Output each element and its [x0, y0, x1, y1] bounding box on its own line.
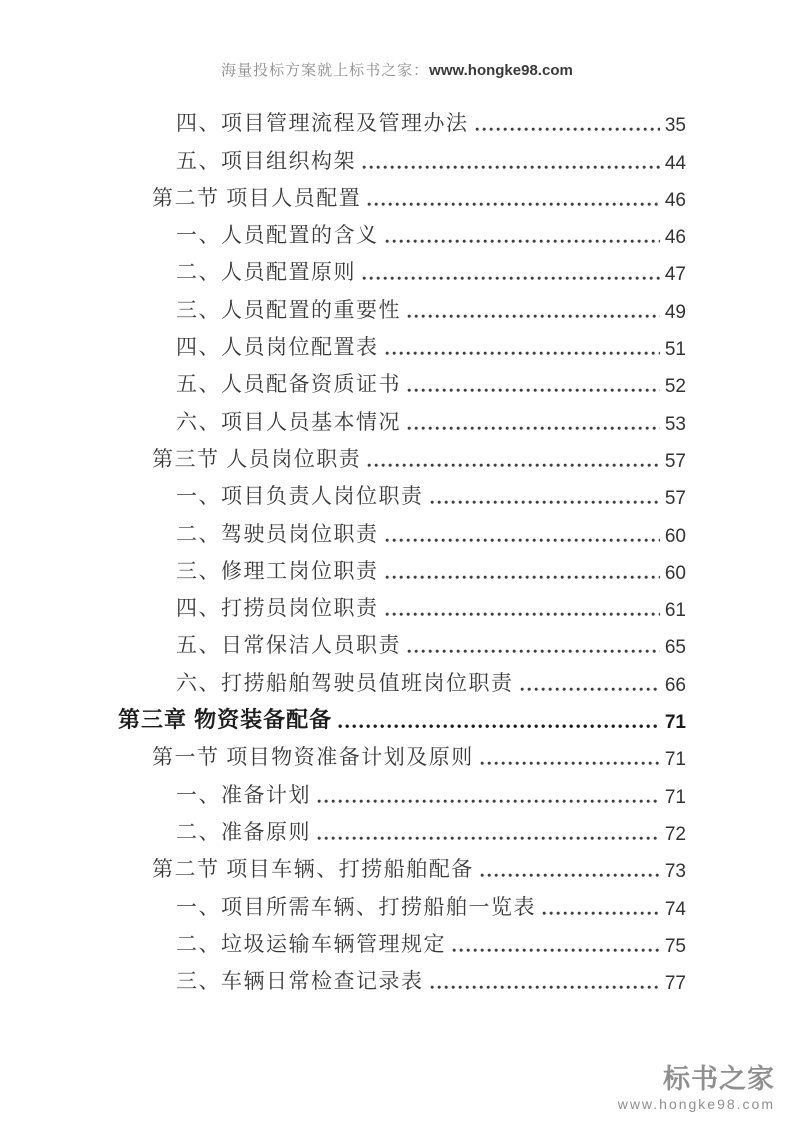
toc-row[interactable] — [118, 737, 686, 774]
dot-leader — [338, 724, 660, 729]
dot-leader — [367, 463, 660, 468]
toc-entry-label: 三、车辆日常检查记录表 — [176, 969, 424, 994]
dot-leader — [367, 202, 660, 207]
watermark-brand: 标书之家 — [663, 1064, 775, 1094]
dot-leader — [385, 538, 660, 543]
toc-row[interactable] — [118, 364, 686, 401]
toc-row[interactable] — [118, 961, 686, 998]
dot-leader — [430, 500, 660, 505]
toc-entry-label: 四、项目管理流程及管理办法 — [176, 111, 469, 136]
toc-entry-label: 五、人员配备资质证书 — [176, 372, 401, 397]
toc-entry-label: 第二节 项目车辆、打捞船舶配备 — [152, 857, 474, 882]
toc-row[interactable] — [118, 551, 686, 588]
dot-leader — [452, 948, 660, 953]
watermark-url: www.hongke98.com — [617, 1096, 775, 1112]
toc-entry-label: 二、准备原则 — [176, 819, 311, 844]
dot-leader — [407, 649, 660, 654]
dot-leader — [385, 239, 660, 244]
dot-leader — [317, 836, 660, 841]
toc-entry-label: 四、打捞员岗位职责 — [176, 596, 379, 621]
toc-row[interactable] — [118, 513, 686, 550]
toc-page-number: 73 — [664, 861, 686, 883]
toc-entry-label: 第三节 人员岗位职责 — [152, 446, 362, 471]
toc-entry-label: 一、项目所需车辆、打捞船舶一览表 — [176, 894, 536, 919]
toc-row[interactable] — [118, 178, 686, 215]
toc-row[interactable] — [118, 812, 686, 849]
toc-page-number: 65 — [664, 637, 686, 659]
toc-entry-label: 三、人员配置的重要性 — [176, 297, 401, 322]
toc-entry-label: 二、人员配置原则 — [176, 260, 356, 285]
toc-page-number: 72 — [664, 823, 686, 845]
toc-entry-label: 第三章 物资装备配备 — [118, 707, 333, 733]
toc-entry-label: 一、人员配置的含义 — [176, 223, 379, 248]
toc-page-number: 52 — [664, 376, 686, 398]
toc-page-number: 71 — [664, 786, 686, 808]
toc-page-number: 66 — [664, 674, 686, 696]
table-of-contents — [118, 103, 686, 998]
toc-page-number: 71 — [664, 749, 686, 771]
toc-entry-label: 四、人员岗位配置表 — [176, 335, 379, 360]
toc-row[interactable] — [118, 588, 686, 625]
toc-page-number: 49 — [664, 301, 686, 323]
dot-leader — [407, 426, 660, 431]
toc-entry-label: 六、打捞船舶驾驶员值班岗位职责 — [176, 670, 514, 695]
toc-row[interactable] — [118, 401, 686, 438]
toc-row[interactable] — [118, 439, 686, 476]
dot-leader — [480, 761, 660, 766]
dot-leader — [385, 351, 660, 356]
toc-row[interactable] — [118, 700, 686, 737]
toc-page-number: 46 — [664, 189, 686, 211]
toc-page-number: 71 — [664, 712, 686, 734]
toc-page-number: 47 — [664, 264, 686, 286]
toc-row[interactable] — [118, 103, 686, 140]
toc-entry-label: 一、准备计划 — [176, 782, 311, 807]
dot-leader — [407, 314, 660, 319]
toc-page-number: 57 — [664, 488, 686, 510]
dot-leader — [480, 873, 660, 878]
dot-leader — [317, 799, 660, 804]
toc-entry-label: 第一节 项目物资准备计划及原则 — [152, 745, 474, 770]
toc-page-number: 60 — [664, 562, 686, 584]
toc-entry-label: 三、修理工岗位职责 — [176, 558, 379, 583]
toc-page-number: 75 — [664, 935, 686, 957]
page-header — [0, 61, 794, 81]
dot-leader — [385, 575, 660, 580]
header-url: www.hongke98.com — [429, 62, 573, 79]
dot-leader — [520, 687, 660, 692]
toc-row[interactable] — [118, 924, 686, 961]
dot-leader — [430, 985, 660, 990]
toc-page-number: 74 — [664, 898, 686, 920]
toc-entry-label: 二、垃圾运输车辆管理规定 — [176, 931, 446, 956]
toc-page-number: 51 — [664, 339, 686, 361]
dot-leader — [407, 388, 660, 393]
toc-row[interactable] — [118, 289, 686, 326]
toc-row[interactable] — [118, 140, 686, 177]
toc-row[interactable] — [118, 476, 686, 513]
toc-row[interactable] — [118, 625, 686, 662]
toc-entry-label: 五、项目组织构架 — [176, 148, 356, 173]
toc-entry-label: 二、驾驶员岗位职责 — [176, 521, 379, 546]
toc-page-number: 57 — [664, 450, 686, 472]
toc-row[interactable] — [118, 886, 686, 923]
toc-row[interactable] — [118, 662, 686, 699]
footer-watermark — [618, 1064, 775, 1112]
dot-leader — [475, 127, 660, 132]
toc-row[interactable] — [118, 327, 686, 364]
toc-row[interactable] — [118, 215, 686, 252]
dot-leader — [385, 612, 660, 617]
toc-page-number: 53 — [664, 413, 686, 435]
toc-page-number: 35 — [664, 115, 686, 137]
toc-row[interactable] — [118, 252, 686, 289]
header-slogan: 海量投标方案就上标书之家： — [221, 63, 430, 79]
toc-page-number: 44 — [664, 152, 686, 174]
dot-leader — [542, 911, 660, 916]
toc-page-number: 46 — [664, 227, 686, 249]
toc-page-number: 60 — [664, 525, 686, 547]
toc-entry-label: 一、项目负责人岗位职责 — [176, 484, 424, 509]
toc-row[interactable] — [118, 774, 686, 811]
toc-page-number: 61 — [664, 600, 686, 622]
dot-leader — [362, 276, 660, 281]
toc-page-number: 77 — [664, 973, 686, 995]
toc-entry-label: 五、日常保洁人员职责 — [176, 633, 401, 658]
toc-entry-label: 第二节 项目人员配置 — [152, 185, 362, 210]
dot-leader — [362, 165, 660, 170]
toc-entry-label: 六、项目人员基本情况 — [176, 409, 401, 434]
toc-row[interactable] — [118, 849, 686, 886]
